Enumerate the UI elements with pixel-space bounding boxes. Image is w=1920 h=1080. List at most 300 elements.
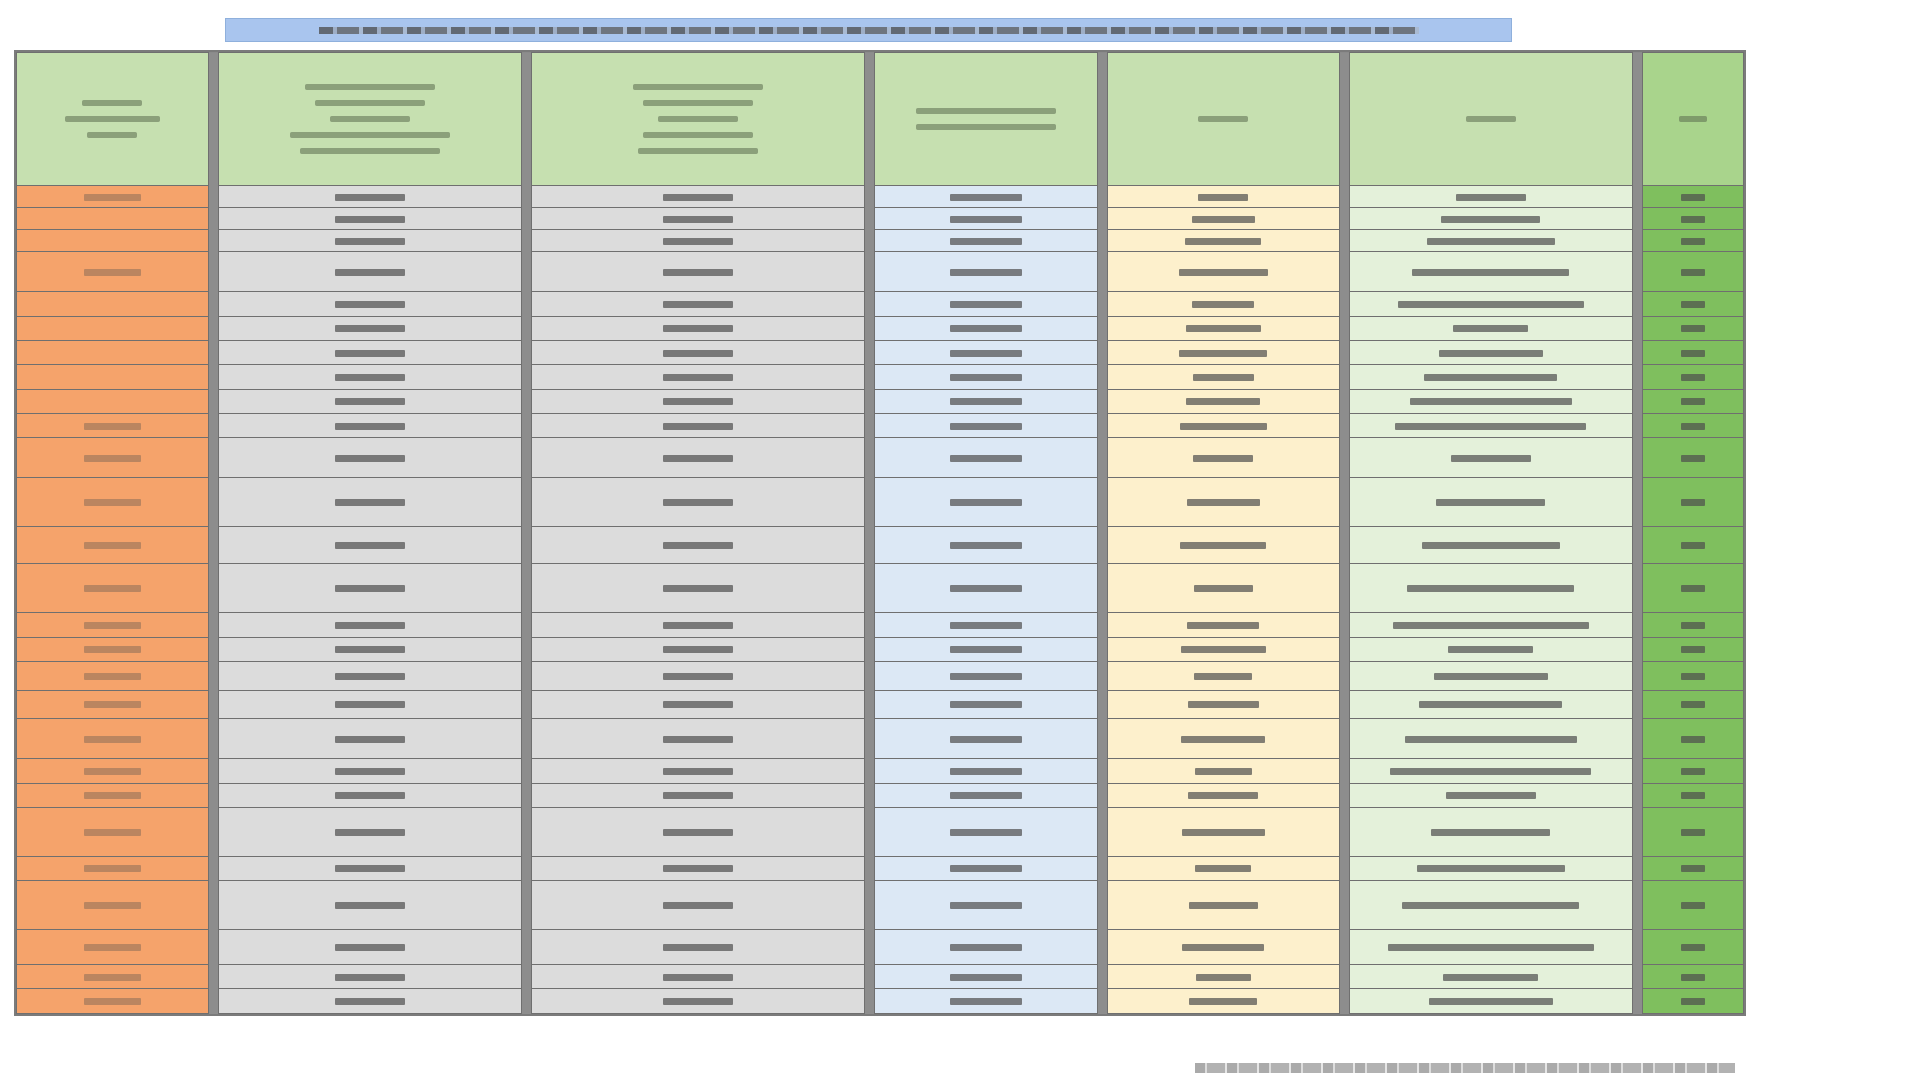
cell-text-blurred <box>335 194 405 201</box>
column-divider <box>1097 564 1107 613</box>
column-divider <box>208 989 218 1014</box>
cell-text-blurred <box>1429 998 1553 1005</box>
value-b-cell <box>532 208 865 230</box>
cell-text-blurred <box>950 455 1022 462</box>
value-c-cell <box>218 230 521 252</box>
location-cell <box>1107 661 1339 690</box>
column-divider <box>1632 526 1642 564</box>
note-cell <box>17 340 209 364</box>
cell-text-blurred <box>1681 398 1705 405</box>
header-col-a <box>875 53 1097 186</box>
note-cell <box>17 292 209 316</box>
cell-text-blurred <box>84 585 141 592</box>
column-divider <box>1632 690 1642 719</box>
column-divider <box>1339 856 1349 880</box>
value-c-cell <box>218 929 521 964</box>
column-divider <box>208 965 218 989</box>
table-row <box>17 478 1744 527</box>
cell-text-blurred <box>1681 792 1705 799</box>
cell-text-blurred <box>950 269 1022 276</box>
cell-text-blurred <box>663 768 733 775</box>
name-cell <box>1350 929 1633 964</box>
name-cell <box>1350 613 1633 637</box>
cell-text-blurred <box>1186 398 1260 405</box>
cell-text-blurred <box>950 374 1022 381</box>
cell-text-blurred <box>950 998 1022 1005</box>
cell-text-blurred <box>1681 374 1705 381</box>
cell-text-blurred <box>663 194 733 201</box>
column-divider <box>1339 230 1349 252</box>
column-divider <box>521 438 531 478</box>
cell-text-blurred <box>335 865 405 872</box>
column-divider <box>1632 807 1642 856</box>
header-col-c <box>218 53 521 186</box>
column-divider <box>208 880 218 929</box>
name-cell <box>1350 252 1633 292</box>
name-cell <box>1350 759 1633 783</box>
number-cell <box>1642 340 1743 364</box>
location-cell <box>1107 186 1339 208</box>
cell-text-blurred <box>663 673 733 680</box>
column-divider <box>1632 637 1642 661</box>
value-b-cell <box>532 807 865 856</box>
cell-text-blurred <box>1424 374 1557 381</box>
cell-text-blurred <box>1179 269 1268 276</box>
column-divider <box>1339 526 1349 564</box>
value-b-cell <box>532 989 865 1014</box>
cell-text-blurred <box>1186 325 1261 332</box>
column-divider <box>1339 340 1349 364</box>
column-divider <box>1097 965 1107 989</box>
cell-text-blurred <box>1388 944 1594 951</box>
column-divider <box>1632 53 1642 186</box>
table-row <box>17 230 1744 252</box>
column-divider <box>521 208 531 230</box>
cell-text-blurred <box>1681 423 1705 430</box>
cell-text-blurred <box>663 542 733 549</box>
cell-text-blurred <box>1188 701 1259 708</box>
column-divider <box>521 661 531 690</box>
value-a-cell <box>875 989 1097 1014</box>
cell-text-blurred <box>335 216 405 223</box>
cell-text-blurred <box>663 238 733 245</box>
name-cell <box>1350 880 1633 929</box>
column-divider <box>1632 478 1642 527</box>
value-a-cell <box>875 438 1097 478</box>
column-divider <box>208 230 218 252</box>
column-divider <box>1339 807 1349 856</box>
note-cell <box>17 413 209 437</box>
column-divider <box>865 340 875 364</box>
column-divider <box>521 613 531 637</box>
cell-text-blurred <box>335 585 405 592</box>
cell-text-blurred <box>950 829 1022 836</box>
column-divider <box>1339 759 1349 783</box>
note-cell <box>17 637 209 661</box>
value-c-cell <box>218 661 521 690</box>
cell-text-blurred <box>1681 829 1705 836</box>
cell-text-blurred <box>663 944 733 951</box>
column-divider <box>865 478 875 527</box>
value-b-cell <box>532 661 865 690</box>
cell-text-blurred <box>1390 768 1591 775</box>
column-divider <box>865 929 875 964</box>
cell-text-blurred <box>1681 944 1705 951</box>
column-divider <box>1097 208 1107 230</box>
cell-text-blurred <box>335 374 405 381</box>
value-c-cell <box>218 690 521 719</box>
value-a-cell <box>875 965 1097 989</box>
column-divider <box>208 208 218 230</box>
location-cell <box>1107 526 1339 564</box>
value-b-cell <box>532 252 865 292</box>
cell-text-blurred <box>663 269 733 276</box>
value-a-cell <box>875 690 1097 719</box>
column-divider <box>521 929 531 964</box>
column-divider <box>1339 316 1349 340</box>
location-cell <box>1107 965 1339 989</box>
column-divider <box>1097 292 1107 316</box>
column-divider <box>1097 929 1107 964</box>
cell-text-blurred <box>335 325 405 332</box>
name-cell <box>1350 719 1633 759</box>
value-c-cell <box>218 880 521 929</box>
location-cell <box>1107 783 1339 807</box>
cell-text-blurred <box>663 455 733 462</box>
cell-text-blurred <box>1681 865 1705 872</box>
column-divider <box>1339 661 1349 690</box>
cell-text-blurred <box>1179 350 1267 357</box>
cell-text-blurred <box>663 829 733 836</box>
data-table <box>16 52 1744 1014</box>
cell-text-blurred <box>663 736 733 743</box>
column-divider <box>208 478 218 527</box>
note-cell <box>17 526 209 564</box>
column-divider <box>865 230 875 252</box>
note-cell <box>17 989 209 1014</box>
column-divider <box>1097 478 1107 527</box>
header-note <box>17 53 209 186</box>
name-cell <box>1350 661 1633 690</box>
value-c-cell <box>218 252 521 292</box>
header-number <box>1642 53 1743 186</box>
column-divider <box>1339 690 1349 719</box>
location-cell <box>1107 807 1339 856</box>
cell-text-blurred <box>950 944 1022 951</box>
column-divider <box>208 613 218 637</box>
value-a-cell <box>875 389 1097 413</box>
cell-text-blurred <box>950 673 1022 680</box>
cell-text-blurred <box>1448 646 1533 653</box>
location-cell <box>1107 413 1339 437</box>
note-cell <box>17 316 209 340</box>
location-cell <box>1107 365 1339 389</box>
column-divider <box>521 807 531 856</box>
column-divider <box>521 340 531 364</box>
column-divider <box>865 526 875 564</box>
value-c-cell <box>218 637 521 661</box>
name-cell <box>1350 856 1633 880</box>
cell-text-blurred <box>1456 194 1526 201</box>
note-cell <box>17 929 209 964</box>
table-row <box>17 438 1744 478</box>
cell-text-blurred <box>663 325 733 332</box>
column-divider <box>1097 690 1107 719</box>
column-divider <box>1632 880 1642 929</box>
name-cell <box>1350 526 1633 564</box>
cell-text-blurred <box>84 792 141 799</box>
cell-text-blurred <box>1441 216 1540 223</box>
column-divider <box>208 929 218 964</box>
number-cell <box>1642 389 1743 413</box>
cell-text-blurred <box>1193 374 1254 381</box>
value-a-cell <box>875 613 1097 637</box>
cell-text-blurred <box>1451 455 1531 462</box>
cell-text-blurred <box>1427 238 1555 245</box>
cell-text-blurred <box>335 499 405 506</box>
cell-text-blurred <box>1422 542 1560 549</box>
value-b-cell <box>532 526 865 564</box>
name-cell <box>1350 186 1633 208</box>
cell-text-blurred <box>1681 269 1705 276</box>
cell-text-blurred <box>1681 238 1705 245</box>
location-cell <box>1107 230 1339 252</box>
cell-text-blurred <box>335 829 405 836</box>
location-cell <box>1107 613 1339 637</box>
cell-text-blurred <box>335 350 405 357</box>
column-divider <box>521 53 531 186</box>
header-location <box>1107 53 1339 186</box>
column-divider <box>865 564 875 613</box>
column-divider <box>1097 316 1107 340</box>
value-b-cell <box>532 856 865 880</box>
cell-text-blurred <box>950 194 1022 201</box>
column-divider <box>208 856 218 880</box>
cell-text-blurred <box>1681 736 1705 743</box>
note-cell <box>17 965 209 989</box>
cell-text-blurred <box>335 701 405 708</box>
name-cell <box>1350 965 1633 989</box>
column-divider <box>521 478 531 527</box>
column-divider <box>1339 252 1349 292</box>
column-divider <box>1339 292 1349 316</box>
cell-text-blurred <box>1439 350 1543 357</box>
value-c-cell <box>218 564 521 613</box>
data-table-container <box>14 50 1746 1016</box>
column-divider <box>1097 53 1107 186</box>
location-cell <box>1107 438 1339 478</box>
note-cell <box>17 719 209 759</box>
name-cell <box>1350 690 1633 719</box>
cell-text-blurred <box>1195 865 1251 872</box>
table-row <box>17 613 1744 637</box>
column-divider <box>521 365 531 389</box>
column-divider <box>1339 438 1349 478</box>
value-a-cell <box>875 186 1097 208</box>
column-divider <box>1097 880 1107 929</box>
value-c-cell <box>218 292 521 316</box>
column-divider <box>1632 340 1642 364</box>
value-b-cell <box>532 316 865 340</box>
note-cell <box>17 478 209 527</box>
name-cell <box>1350 807 1633 856</box>
column-divider <box>521 759 531 783</box>
value-b-cell <box>532 413 865 437</box>
table-row <box>17 989 1744 1014</box>
location-cell <box>1107 340 1339 364</box>
number-cell <box>1642 637 1743 661</box>
cell-text-blurred <box>1443 974 1538 981</box>
cell-text-blurred <box>335 398 405 405</box>
cell-text-blurred <box>663 499 733 506</box>
cell-text-blurred <box>84 865 141 872</box>
location-cell <box>1107 292 1339 316</box>
column-divider <box>1339 783 1349 807</box>
column-divider <box>1339 929 1349 964</box>
location-cell <box>1107 929 1339 964</box>
column-divider <box>865 208 875 230</box>
name-cell <box>1350 478 1633 527</box>
column-divider <box>1097 989 1107 1014</box>
column-divider <box>208 807 218 856</box>
column-divider <box>1339 413 1349 437</box>
table-row <box>17 526 1744 564</box>
cell-text-blurred <box>950 902 1022 909</box>
value-a-cell <box>875 856 1097 880</box>
number-cell <box>1642 965 1743 989</box>
column-divider <box>1339 880 1349 929</box>
value-b-cell <box>532 690 865 719</box>
note-cell <box>17 208 209 230</box>
column-divider <box>1097 252 1107 292</box>
column-divider <box>521 526 531 564</box>
value-b-cell <box>532 389 865 413</box>
cell-text-blurred <box>1180 542 1266 549</box>
cell-text-blurred <box>663 974 733 981</box>
column-divider <box>1339 208 1349 230</box>
column-divider <box>1097 856 1107 880</box>
column-divider <box>865 186 875 208</box>
column-divider <box>1632 389 1642 413</box>
column-divider <box>1632 989 1642 1014</box>
cell-text-blurred <box>663 902 733 909</box>
cell-text-blurred <box>663 701 733 708</box>
column-divider <box>1097 759 1107 783</box>
cell-text-blurred <box>950 974 1022 981</box>
value-c-cell <box>218 989 521 1014</box>
location-cell <box>1107 880 1339 929</box>
column-divider <box>1632 759 1642 783</box>
cell-text-blurred <box>335 646 405 653</box>
document-title-bar <box>225 18 1512 42</box>
name-cell <box>1350 989 1633 1014</box>
cell-text-blurred <box>84 902 141 909</box>
column-divider <box>521 880 531 929</box>
column-divider <box>521 690 531 719</box>
column-divider <box>1632 230 1642 252</box>
column-divider <box>208 316 218 340</box>
cell-text-blurred <box>1187 622 1259 629</box>
cell-text-blurred <box>84 701 141 708</box>
value-c-cell <box>218 783 521 807</box>
cell-text-blurred <box>1681 542 1705 549</box>
cell-text-blurred <box>84 673 141 680</box>
cell-text-blurred <box>1681 585 1705 592</box>
name-cell <box>1350 208 1633 230</box>
cell-text-blurred <box>950 238 1022 245</box>
note-cell <box>17 365 209 389</box>
location-cell <box>1107 637 1339 661</box>
cell-text-blurred <box>663 998 733 1005</box>
value-b-cell <box>532 783 865 807</box>
column-divider <box>1632 365 1642 389</box>
number-cell <box>1642 613 1743 637</box>
cell-text-blurred <box>84 194 141 201</box>
column-divider <box>865 759 875 783</box>
value-a-cell <box>875 252 1097 292</box>
column-divider <box>1339 719 1349 759</box>
table-body <box>17 186 1744 1014</box>
column-divider <box>208 690 218 719</box>
column-divider <box>521 413 531 437</box>
column-divider <box>1339 478 1349 527</box>
table-header-row <box>17 53 1744 186</box>
column-divider <box>1632 965 1642 989</box>
note-cell <box>17 856 209 880</box>
column-divider <box>865 53 875 186</box>
value-c-cell <box>218 613 521 637</box>
value-b-cell <box>532 759 865 783</box>
name-cell <box>1350 438 1633 478</box>
cell-text-blurred <box>663 374 733 381</box>
cell-text-blurred <box>1182 944 1264 951</box>
column-divider <box>865 989 875 1014</box>
cell-text-blurred <box>1681 974 1705 981</box>
cell-text-blurred <box>1188 792 1258 799</box>
cell-text-blurred <box>84 423 141 430</box>
column-divider <box>208 783 218 807</box>
value-c-cell <box>218 478 521 527</box>
note-cell <box>17 759 209 783</box>
column-divider <box>1632 856 1642 880</box>
value-a-cell <box>875 292 1097 316</box>
value-c-cell <box>218 856 521 880</box>
number-cell <box>1642 880 1743 929</box>
value-b-cell <box>532 637 865 661</box>
value-c-cell <box>218 438 521 478</box>
column-divider <box>1097 413 1107 437</box>
cell-text-blurred <box>1419 701 1562 708</box>
note-cell <box>17 807 209 856</box>
cell-text-blurred <box>335 974 405 981</box>
header-name <box>1350 53 1633 186</box>
number-cell <box>1642 413 1743 437</box>
location-cell <box>1107 252 1339 292</box>
column-divider <box>1632 719 1642 759</box>
column-divider <box>865 316 875 340</box>
column-divider <box>1632 316 1642 340</box>
cell-text-blurred <box>1196 974 1251 981</box>
location-cell <box>1107 478 1339 527</box>
cell-text-blurred <box>663 585 733 592</box>
column-divider <box>521 230 531 252</box>
table-row <box>17 856 1744 880</box>
note-cell <box>17 230 209 252</box>
value-b-cell <box>532 564 865 613</box>
table-row <box>17 564 1744 613</box>
column-divider <box>865 252 875 292</box>
cell-text-blurred <box>1681 194 1705 201</box>
